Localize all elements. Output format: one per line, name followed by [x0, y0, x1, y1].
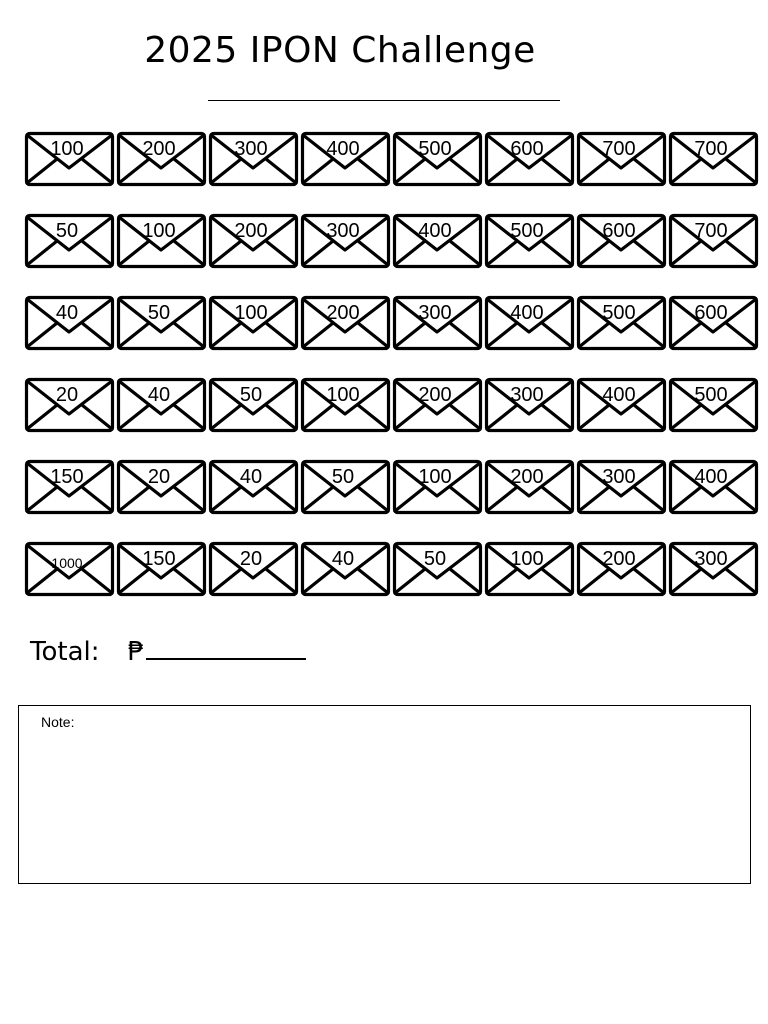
envelope-amount: 40	[331, 548, 355, 570]
envelope[interactable]	[24, 458, 116, 518]
envelope[interactable]	[116, 294, 208, 354]
envelope-amount: 500	[694, 384, 728, 406]
envelope[interactable]	[392, 376, 484, 436]
envelope[interactable]	[24, 540, 116, 600]
total-line	[30, 636, 306, 667]
envelope-amount: 600	[602, 220, 636, 242]
envelope-amount: 400	[510, 302, 544, 324]
envelope[interactable]	[576, 540, 668, 600]
envelope-amount: 40	[55, 302, 79, 324]
envelope-amount: 150	[142, 548, 176, 570]
note-box[interactable]	[18, 705, 751, 884]
envelope-amount: 40	[147, 384, 171, 406]
envelope[interactable]	[116, 130, 208, 190]
envelope-amount: 200	[142, 138, 176, 160]
envelope-amount: 1000	[51, 555, 83, 571]
envelope[interactable]	[392, 458, 484, 518]
envelope-amount: 300	[694, 548, 728, 570]
envelope-amount: 500	[602, 302, 636, 324]
envelope-amount: 200	[510, 466, 544, 488]
envelope[interactable]	[208, 212, 300, 272]
page-title: 2025 IPON Challenge	[144, 30, 536, 71]
note-label: Note:	[41, 714, 75, 730]
envelope[interactable]	[208, 294, 300, 354]
envelope-amount: 50	[239, 384, 263, 406]
envelope-amount: 20	[239, 548, 263, 570]
envelope-grid	[24, 130, 760, 622]
envelope[interactable]	[668, 458, 760, 518]
envelope-amount: 400	[326, 138, 360, 160]
envelope[interactable]	[576, 130, 668, 190]
envelope-amount: 150	[50, 466, 84, 488]
envelope-amount: 200	[602, 548, 636, 570]
envelope-amount: 700	[694, 138, 728, 160]
envelope[interactable]	[392, 212, 484, 272]
envelope[interactable]	[116, 540, 208, 600]
currency-symbol: ₱	[127, 637, 145, 667]
envelope[interactable]	[576, 376, 668, 436]
envelope[interactable]	[484, 130, 576, 190]
envelope[interactable]	[668, 130, 760, 190]
envelope[interactable]	[300, 130, 392, 190]
envelope[interactable]	[116, 376, 208, 436]
envelope[interactable]	[576, 458, 668, 518]
envelope[interactable]	[116, 212, 208, 272]
envelope-amount: 200	[418, 384, 452, 406]
envelope-amount: 700	[694, 220, 728, 242]
envelope-amount: 400	[418, 220, 452, 242]
total-blank[interactable]	[146, 636, 306, 660]
envelope[interactable]	[300, 540, 392, 600]
envelope-amount: 100	[510, 548, 544, 570]
envelope[interactable]	[300, 294, 392, 354]
name-underline	[208, 100, 560, 101]
envelope[interactable]	[484, 458, 576, 518]
envelope[interactable]	[24, 376, 116, 436]
envelope-amount: 40	[239, 466, 263, 488]
envelope-amount: 100	[326, 384, 360, 406]
envelope[interactable]	[392, 294, 484, 354]
envelope-amount: 300	[418, 302, 452, 324]
envelope[interactable]	[208, 376, 300, 436]
envelope[interactable]	[24, 130, 116, 190]
envelope-amount: 20	[55, 384, 79, 406]
envelope[interactable]	[576, 212, 668, 272]
envelope-amount: 300	[234, 138, 268, 160]
envelope-amount: 50	[147, 302, 171, 324]
envelope[interactable]	[300, 458, 392, 518]
envelope[interactable]	[668, 294, 760, 354]
envelope[interactable]	[300, 376, 392, 436]
envelope-amount: 500	[510, 220, 544, 242]
envelope-amount: 600	[694, 302, 728, 324]
envelope-amount: 700	[602, 138, 636, 160]
envelope-amount: 400	[602, 384, 636, 406]
envelope-amount: 100	[50, 138, 84, 160]
envelope[interactable]	[208, 540, 300, 600]
envelope-amount: 100	[234, 302, 268, 324]
envelope[interactable]	[392, 130, 484, 190]
envelope-amount: 100	[418, 466, 452, 488]
envelope[interactable]	[24, 212, 116, 272]
envelope-amount: 50	[331, 466, 355, 488]
envelope-amount: 300	[602, 466, 636, 488]
envelope[interactable]	[484, 294, 576, 354]
envelope[interactable]	[484, 212, 576, 272]
envelope-amount: 300	[510, 384, 544, 406]
total-label: Total:	[30, 637, 100, 667]
envelope-amount: 20	[147, 466, 171, 488]
envelope[interactable]	[484, 376, 576, 436]
envelope[interactable]	[24, 294, 116, 354]
envelope-amount: 500	[418, 138, 452, 160]
envelope[interactable]	[576, 294, 668, 354]
envelope[interactable]	[668, 212, 760, 272]
envelope[interactable]	[208, 130, 300, 190]
envelope[interactable]	[484, 540, 576, 600]
envelope-amount: 200	[326, 302, 360, 324]
envelope-amount: 200	[234, 220, 268, 242]
envelope-amount: 600	[510, 138, 544, 160]
envelope[interactable]	[392, 540, 484, 600]
envelope[interactable]	[116, 458, 208, 518]
envelope-amount: 50	[423, 548, 447, 570]
envelope-amount: 300	[326, 220, 360, 242]
envelope[interactable]	[208, 458, 300, 518]
envelope[interactable]	[300, 212, 392, 272]
envelope[interactable]	[668, 376, 760, 436]
envelope-amount: 400	[694, 466, 728, 488]
envelope[interactable]	[668, 540, 760, 600]
envelope-amount: 50	[55, 220, 79, 242]
envelope-amount: 100	[142, 220, 176, 242]
